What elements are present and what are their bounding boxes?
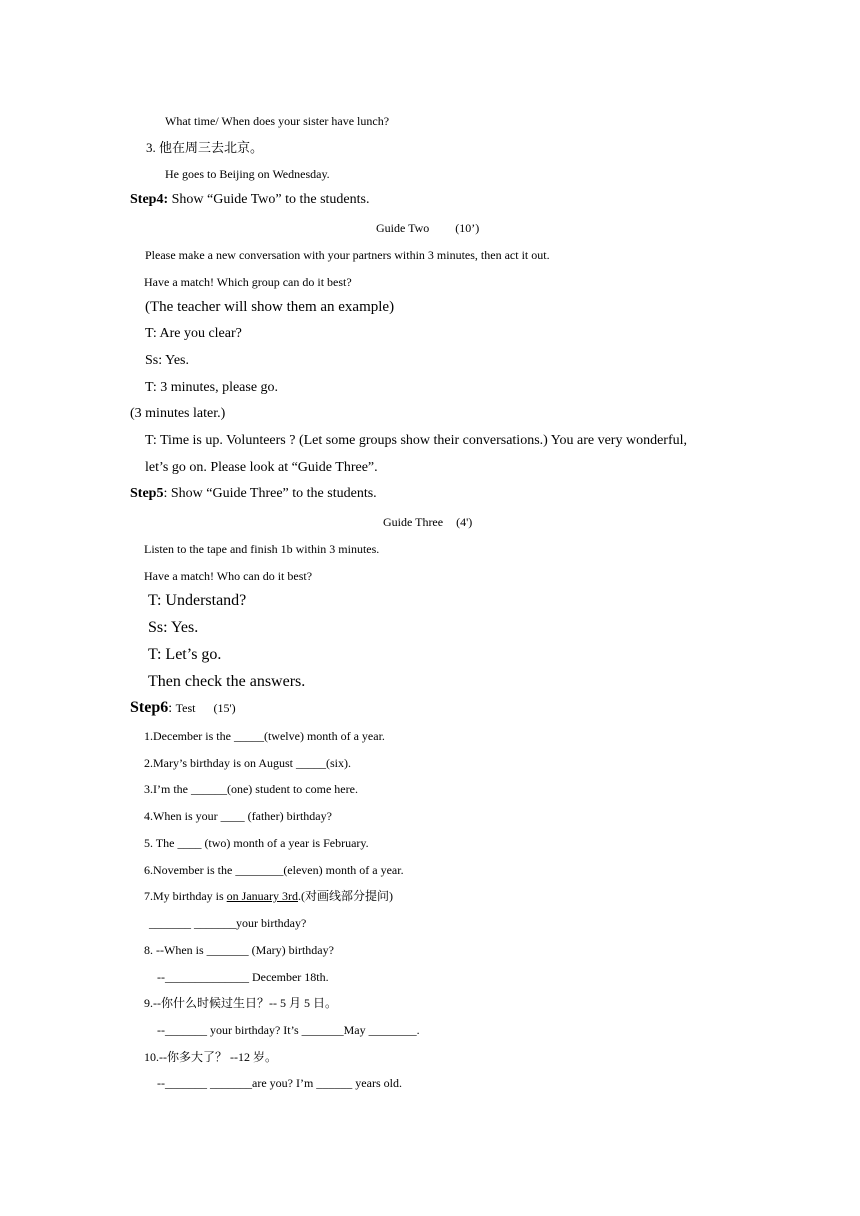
step5-heading bbox=[130, 487, 377, 501]
text-line: Ss: Yes. bbox=[148, 619, 199, 636]
step6-heading bbox=[130, 700, 236, 716]
text-line: 3. 他在周三去北京。 bbox=[146, 140, 264, 155]
guide-two-title bbox=[376, 222, 479, 234]
guide-time: (10’) bbox=[455, 221, 480, 235]
answer-line: --______________ December 18th. bbox=[157, 970, 329, 984]
step4-heading bbox=[130, 193, 369, 207]
question-2: 2.Mary’s birthday is on August _____(six). bbox=[144, 756, 351, 770]
step-time: (15') bbox=[213, 701, 236, 715]
text-line: let’s go on. Please look at “Guide Three”. bbox=[145, 460, 378, 475]
text-line: Have a match! Who can do it best? bbox=[144, 569, 313, 583]
text-line: Please make a new conversation with your partners within 3 minutes, then act it out. bbox=[145, 248, 550, 262]
question-4: 4.When is your ____ (father) birthday? bbox=[144, 809, 332, 823]
question-10: 10.--你多大了？ --12 岁。 bbox=[144, 1050, 277, 1064]
text-line: T: Time is up. Volunteers ? (Let some groups show their conversations.) You are very wonderful, bbox=[145, 433, 687, 448]
step-text: : Show “Guide Three” to the students. bbox=[163, 486, 377, 501]
text-line: T: Are you clear? bbox=[145, 326, 242, 341]
question-9: 9.--你什么时候过生日？-- 5 月 5 日。 bbox=[144, 996, 337, 1010]
text-line: T: Let’s go. bbox=[148, 646, 222, 663]
step-text: Show “Guide Two” to the students. bbox=[168, 192, 370, 207]
step-colon: : bbox=[168, 701, 176, 716]
guide-title: Guide Three bbox=[383, 515, 444, 529]
answer-line: --_______ your birthday? It’s _______May ________. bbox=[157, 1023, 420, 1037]
question-1: 1.December is the _____(twelve) month of a year. bbox=[144, 729, 385, 743]
question-3: 3.I’m the ______(one) student to come here. bbox=[144, 782, 358, 796]
question-6: 6.November is the ________(eleven) month of a year. bbox=[144, 863, 404, 877]
text-line: Have a match! Which group can do it best? bbox=[144, 275, 352, 289]
guide-three-title bbox=[383, 516, 472, 528]
answer-line: _______ _______your birthday? bbox=[149, 916, 307, 930]
question-8: 8. --When is _______ (Mary) birthday? bbox=[144, 943, 334, 957]
text-line: T: 3 minutes, please go. bbox=[145, 380, 279, 395]
step-text: Test bbox=[175, 701, 196, 715]
step-label: Step6 bbox=[130, 699, 169, 716]
text-line: (The teacher will show them an example) bbox=[145, 299, 395, 315]
step-label: Step4: bbox=[130, 192, 169, 207]
text-line: Ss: Yes. bbox=[145, 353, 189, 368]
text-line: (3 minutes later.) bbox=[130, 406, 226, 421]
question-7 bbox=[144, 890, 393, 902]
text-line: Listen to the tape and finish 1b within 3 minutes. bbox=[144, 542, 380, 556]
step-label: Step5 bbox=[130, 486, 164, 501]
text-line: He goes to Beijing on Wednesday. bbox=[165, 167, 330, 181]
underlined-phrase: on January 3rd bbox=[226, 889, 298, 903]
answer-line: --_______ _______are you? I’m ______ years old. bbox=[157, 1076, 402, 1090]
question-text: 7.My birthday is bbox=[144, 889, 227, 903]
guide-title: Guide Two bbox=[376, 221, 430, 235]
text-line: Then check the answers. bbox=[148, 673, 306, 690]
guide-time: (4') bbox=[456, 515, 473, 529]
text-line: What time/ When does your sister have lunch? bbox=[165, 114, 390, 128]
question-5: 5. The ____ (two) month of a year is February. bbox=[144, 836, 369, 850]
question-instruction: .(对画线部分提问) bbox=[298, 889, 393, 903]
text-line: T: Understand? bbox=[148, 592, 247, 609]
